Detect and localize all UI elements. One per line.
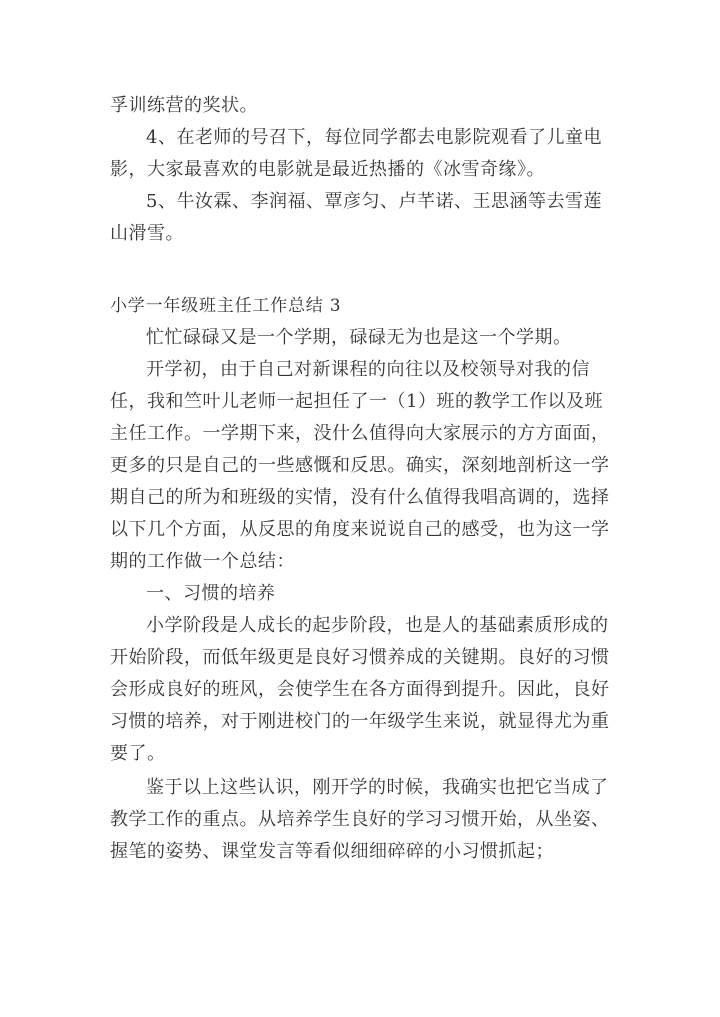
heading-habit-training: 一、习惯的培养 xyxy=(146,583,276,604)
section-title: 小学一年级班主任工作总结 3 xyxy=(110,296,342,316)
document-body xyxy=(110,90,620,868)
paragraph-semester-intro: 忙忙碌碌又是一个学期，碌碌无为也是这一个学期。 xyxy=(146,327,572,348)
paragraph-movie-item: 4、在老师的号召下，每位同学都去电影院观看了儿童电影，大家最喜欢的电影就是最近热播的《冰雪奇缘》。 xyxy=(110,127,602,180)
paragraph-focus-habits: 鉴于以上这些认识，刚开学的时候，我确实也把它当成了教学工作的重点。从培养学生良好的学习习惯开始，从坐姿、握笔的姿势、课堂发言等看似细细碎碎的小习惯抓起； xyxy=(110,777,610,862)
paragraph-primary-stage: 小学阶段是人成长的起步阶段，也是人的基础素质形成的开始阶段，而低年级更是良好习惯养成的关键期。良好的习惯会形成良好的班风，会使学生在各方面得到提升。因此，良好习惯的培养，对于刚进校门的一年级学生来说，就显得尤为重要了。 xyxy=(110,615,610,764)
paragraph-skiing-item: 5、牛汝霖、李润福、覃彦匀、卢芊诺、王思涵等去雪莲山滑雪。 xyxy=(110,191,602,244)
paragraph-award-ending: 孚训练营的奖状。 xyxy=(110,95,258,116)
paragraph-beginning-semester: 开学初，由于自己对新课程的向往以及校领导对我的信任，我和竺叶儿老师一起担任了一（1）班的教学工作以及班主任工作。一学期下来，没什么值得向大家展示的方方面面，更多的只是自己的一些感慨和反思。确实，深刻地剖析这一学期自己的所为和班级的实情，没有什么值得我唱高调的，选择以下几个方面，从反思的角度来说说自己的感受，也为这一学期的工作做一个总结： xyxy=(110,359,610,572)
